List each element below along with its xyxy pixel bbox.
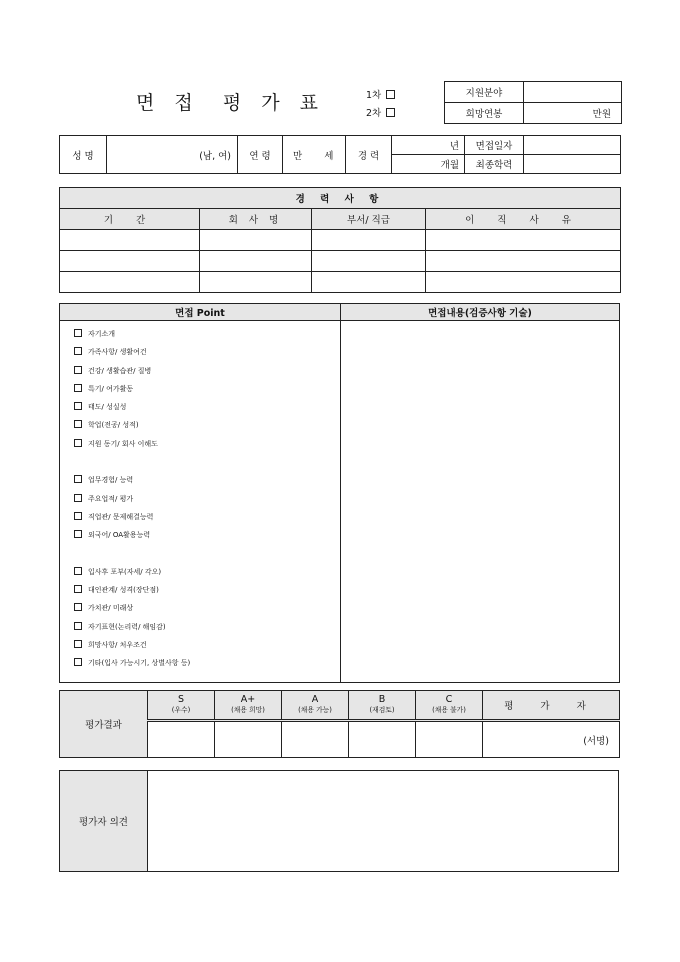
career-header-dept: 부서/ 직급 <box>312 209 426 230</box>
career-title: 경 력 사 항 <box>60 188 621 209</box>
round-first-label: 1차 <box>366 90 382 101</box>
checkbox-icon[interactable] <box>74 530 82 538</box>
info-table <box>59 135 621 174</box>
grade-letter: A+ <box>240 694 256 705</box>
career-cell[interactable] <box>60 230 200 251</box>
career-cell[interactable] <box>312 272 426 293</box>
grade-header-a-plus <box>215 691 282 721</box>
interview-table <box>59 303 620 683</box>
interview-point-label: 태도/ 성실성 <box>88 403 127 412</box>
apply-field-label: 지원분야 <box>445 82 524 103</box>
checkbox-icon[interactable] <box>74 622 82 630</box>
interview-point-item <box>74 581 340 599</box>
interview-point-item <box>74 398 340 416</box>
page-title <box>136 88 319 115</box>
round-second-label: 2차 <box>366 108 382 119</box>
checkbox-icon[interactable] <box>74 420 82 428</box>
signature-text: (서명) <box>583 735 609 747</box>
checkbox-icon[interactable] <box>74 475 82 483</box>
grade-letter: A <box>311 694 319 705</box>
grade-letter: B <box>378 694 386 705</box>
career-row <box>60 251 621 272</box>
result-table <box>59 690 620 758</box>
age-prefix: 만 <box>293 150 303 162</box>
evaluator-signature-cell[interactable] <box>483 721 620 758</box>
salary-label: 희망연봉 <box>445 103 524 124</box>
career-header-reason: 이 직 사 유 <box>426 209 621 230</box>
checkbox-icon[interactable] <box>74 567 82 575</box>
career-row <box>60 272 621 293</box>
age-input[interactable] <box>283 136 346 174</box>
interview-point-item <box>74 508 340 526</box>
interview-point-label: 건강/ 생활습관/ 질병 <box>88 366 152 375</box>
grade-cell-a[interactable] <box>282 721 349 758</box>
interview-point-label: 입사후 포부(자세/ 각오) <box>88 567 162 576</box>
grade-desc: (채용 가능) <box>298 706 332 714</box>
career-cell[interactable] <box>312 251 426 272</box>
grade-header-c <box>416 691 483 721</box>
grade-header-s <box>148 691 215 721</box>
salary-input[interactable] <box>524 103 622 124</box>
interview-point-item <box>74 471 340 489</box>
interview-point-item <box>74 416 340 434</box>
round-first <box>366 87 395 105</box>
salary-unit: 만원 <box>592 109 611 120</box>
opinion-input[interactable] <box>148 771 619 872</box>
checkbox-icon[interactable] <box>74 384 82 392</box>
career-header-period: 기 간 <box>60 209 200 230</box>
checkbox-icon[interactable] <box>74 439 82 447</box>
career-cell[interactable] <box>426 251 621 272</box>
checkbox-icon[interactable] <box>74 347 82 355</box>
interview-point-item <box>74 343 340 361</box>
grade-letter: S <box>177 694 185 705</box>
grade-cell-a-plus[interactable] <box>215 721 282 758</box>
interview-point-label: 지원 동기/ 회사 이해도 <box>88 439 158 448</box>
career-month-unit: 개월 <box>440 160 459 171</box>
evaluator-label: 평 가 자 <box>483 691 620 721</box>
career-cell[interactable] <box>60 251 200 272</box>
age-label: 연 령 <box>238 136 283 174</box>
interview-point-item <box>74 490 340 508</box>
career-cell[interactable] <box>200 230 312 251</box>
interview-point-item <box>74 380 340 398</box>
education-label: 최종학력 <box>465 155 524 174</box>
interview-point-label: 특기/ 여가활동 <box>88 384 134 393</box>
career-cell[interactable] <box>60 272 200 293</box>
career-month-input[interactable] <box>392 155 465 174</box>
interview-point-list-cell <box>60 321 341 683</box>
interview-point-label: 대인관계/ 성격(장단점) <box>88 586 159 595</box>
grade-cell-c[interactable] <box>416 721 483 758</box>
title-char: 표 <box>299 92 319 114</box>
interview-point-item <box>74 636 340 654</box>
age-suffix: 세 <box>324 150 334 162</box>
interview-date-label: 면접일자 <box>465 136 524 155</box>
checkbox-icon[interactable] <box>74 603 82 611</box>
grade-cell-b[interactable] <box>349 721 416 758</box>
interview-point-item <box>74 654 340 672</box>
result-label: 평가결과 <box>60 691 148 758</box>
checkbox-icon[interactable] <box>74 512 82 520</box>
education-input[interactable] <box>524 155 621 174</box>
grade-cell-s[interactable] <box>148 721 215 758</box>
round-selector <box>366 87 395 123</box>
checkbox-icon[interactable] <box>74 640 82 648</box>
interview-content-header: 면접내용(검증사항 기술) <box>341 304 620 321</box>
interview-content-input[interactable] <box>341 321 620 683</box>
interview-point-label: 가족사항/ 생활여건 <box>88 348 147 357</box>
interview-point-item <box>74 435 340 453</box>
checkbox-icon[interactable] <box>74 494 82 502</box>
interview-point-item <box>74 563 340 581</box>
grade-desc: (재검토) <box>369 706 395 714</box>
career-table <box>59 187 621 293</box>
interview-point-label: 외국어/ OA활용능력 <box>88 531 151 540</box>
grade-letter: C <box>445 694 453 705</box>
interview-point-item <box>74 362 340 380</box>
round-second <box>366 105 395 123</box>
interview-point-label: 자기소개 <box>88 330 116 338</box>
interview-point-spacer <box>74 453 340 471</box>
interview-point-item <box>74 526 340 544</box>
interview-point-label: 자기표현(논리력/ 해임감) <box>88 622 166 631</box>
interview-point-item <box>74 325 340 343</box>
interview-point-item <box>74 618 340 636</box>
career-cell[interactable] <box>200 272 312 293</box>
career-header-company: 회 사 명 <box>200 209 312 230</box>
grade-header-b <box>349 691 416 721</box>
apply-field-input[interactable] <box>524 82 622 103</box>
interview-point-label: 주요업적/ 평가 <box>88 494 134 503</box>
career-cell[interactable] <box>426 230 621 251</box>
grade-desc: (채용 희망) <box>231 706 265 714</box>
title-char: 평 <box>222 92 243 114</box>
checkbox-icon[interactable] <box>74 585 82 593</box>
career-cell[interactable] <box>200 251 312 272</box>
name-input[interactable] <box>107 136 238 174</box>
career-label: 경 력 <box>346 136 392 174</box>
career-year-input[interactable] <box>392 136 465 155</box>
opinion-label: 평가자 의견 <box>60 771 148 872</box>
career-year-unit: 년 <box>449 141 459 152</box>
checkbox-icon[interactable] <box>74 658 82 666</box>
round-second-checkbox[interactable] <box>386 108 395 117</box>
name-label: 성 명 <box>60 136 107 174</box>
grade-desc: (채용 불가) <box>432 706 466 714</box>
interview-point-spacer <box>74 545 340 563</box>
interview-point-list <box>60 321 340 673</box>
career-cell[interactable] <box>312 230 426 251</box>
checkbox-icon[interactable] <box>74 402 82 410</box>
interview-point-item <box>74 599 340 617</box>
title-char: 접 <box>174 92 194 114</box>
career-cell[interactable] <box>426 272 621 293</box>
interview-point-header: 면접 Point <box>60 304 341 321</box>
apply-table <box>444 81 622 124</box>
career-row <box>60 230 621 251</box>
checkbox-icon[interactable] <box>74 329 82 337</box>
interview-point-label: 희망사항/ 처우조건 <box>88 641 147 650</box>
checkbox-icon[interactable] <box>74 366 82 374</box>
grade-header-a <box>282 691 349 721</box>
interview-point-label: 가치관/ 미래상 <box>88 604 134 613</box>
title-char: 가 <box>261 92 281 114</box>
gender-text: (남, 여) <box>199 150 231 162</box>
title-char: 면 <box>136 92 156 114</box>
interview-point-label: 업무경험/ 능력 <box>88 476 134 485</box>
interview-point-label: 기타(입사 가능시기, 상별사항 등) <box>88 659 191 668</box>
interview-point-label: 학업(전공/ 성적) <box>88 421 139 430</box>
opinion-table <box>59 770 619 872</box>
interview-date-input[interactable] <box>524 136 621 155</box>
interview-point-label: 직업관/ 문제해결능력 <box>88 512 154 521</box>
round-first-checkbox[interactable] <box>386 90 395 99</box>
grade-desc: (우수) <box>171 706 191 714</box>
